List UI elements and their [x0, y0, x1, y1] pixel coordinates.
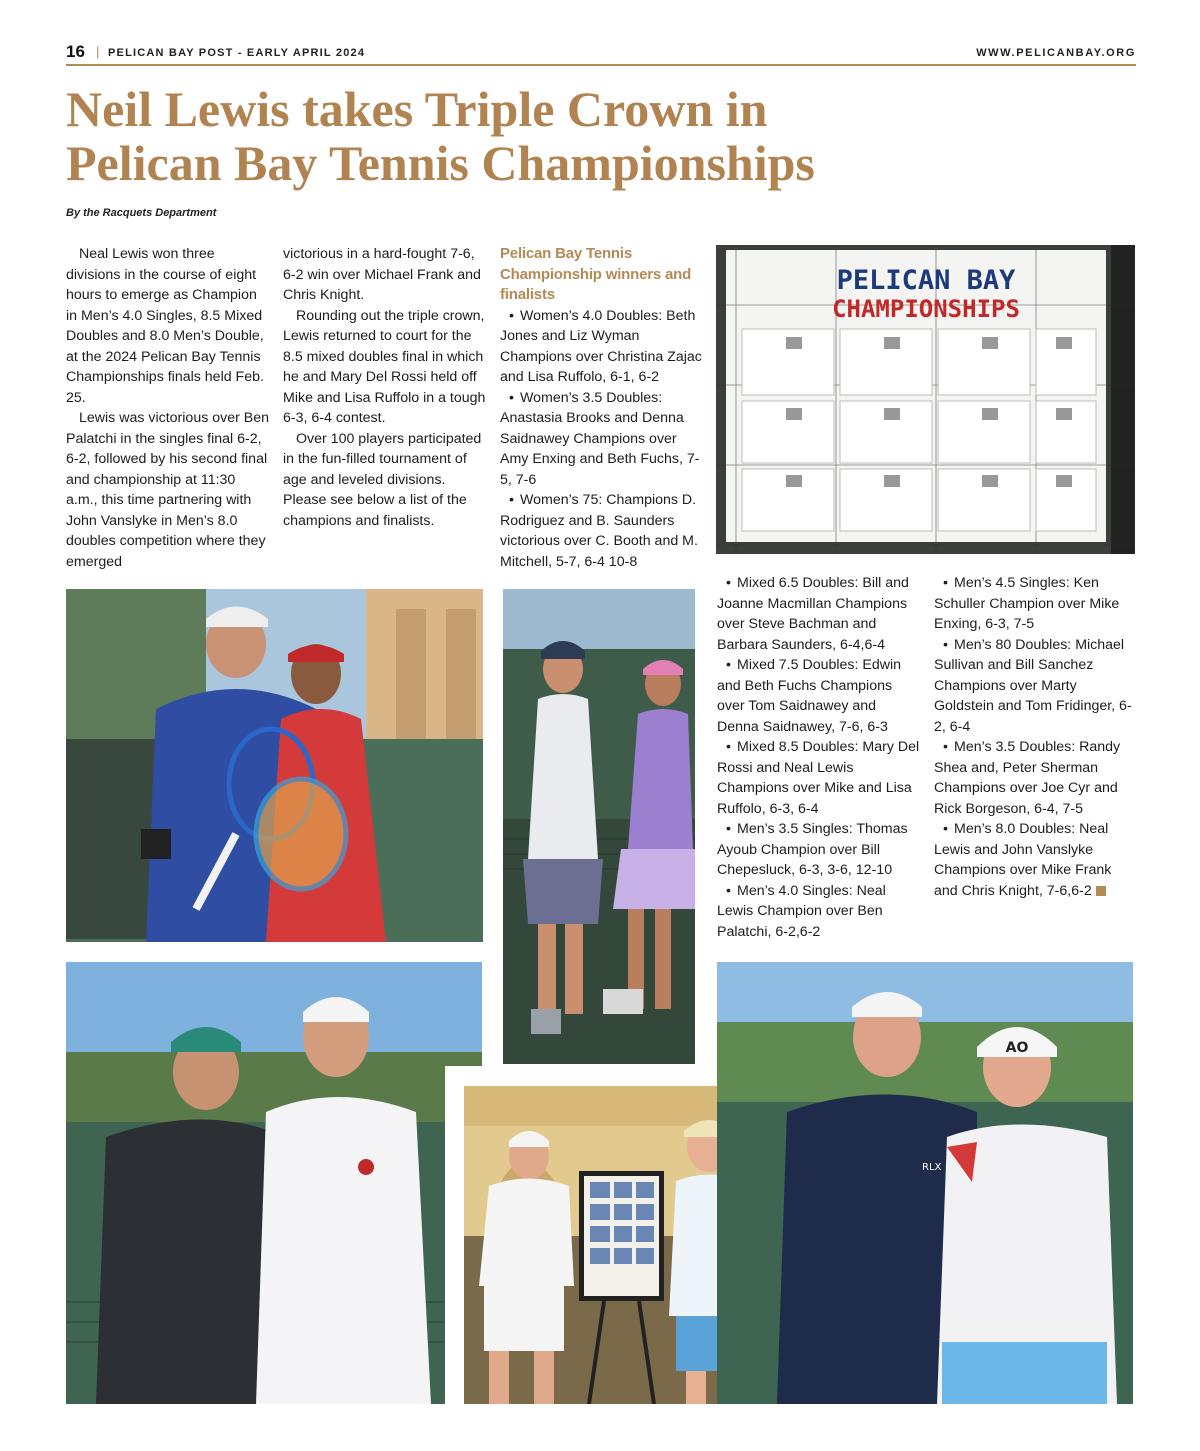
article-headline: [66, 82, 826, 190]
bullet-icon: •: [943, 575, 948, 591]
result-item: • Mixed 6.5 Doubles: Bill and Joanne Macmillan Champions over Steve Bachman and Barbara Saunders, 6-4,6-4: [717, 575, 909, 653]
photo-mens-4-0-singles: [717, 962, 1133, 1404]
bullet-icon: •: [943, 821, 948, 837]
result-item: • Men’s 4.0 Singles: Neal Lewis Champion over Ben Palatchi, 6-2,6-2: [717, 882, 886, 940]
paragraph: Neal Lewis won three divisions in the course of eight hours to emerge as Champion in Men’s 4.0 Singles, 8.5 Mixed Doubles and 8.0 Men’s Double, at the 2024 Pelican Bay Tennis Championships finals held Feb. 25.: [66, 246, 264, 406]
cap-logo: AO: [1005, 1040, 1029, 1056]
header-separator: |: [96, 44, 100, 59]
result-item: • Men’s 8.0 Doubles: Neal Lewis and John Vanslyke Champions over Mike Frank and Chris Knight, 7-6,6-2: [934, 821, 1112, 899]
bullet-icon: •: [726, 657, 731, 673]
board-title-line-2: CHAMPIONSHIPS: [832, 295, 1020, 323]
headline-line-2: Pelican Bay Tennis Championships: [66, 135, 815, 191]
result-item: • Mixed 8.5 Doubles: Mary Del Rossi and Neal Lewis Champions over Mike and Lisa Ruffolo, 6-3, 6-4: [717, 739, 920, 817]
results-column-1: [500, 244, 704, 572]
bullet-icon: •: [943, 636, 948, 653]
bullet-icon: •: [726, 739, 731, 755]
publication-name: PELICAN BAY POST - EARLY APRIL 2024: [108, 47, 366, 59]
result-item: • Men’s 80 Doubles: Michael Sullivan and Bill Sanchez Champions over Marty Goldstein and Tom Fridinger, 6-2, 6-4: [934, 636, 1132, 735]
bullet-icon: •: [726, 575, 731, 591]
photo-womens-doubles-champions: [503, 589, 695, 1064]
results-heading: Pelican Bay Tennis Championship winners and finalists: [500, 245, 692, 303]
photo-mens-doubles-champions: [66, 962, 482, 1404]
byline: By the Racquets Department: [66, 207, 217, 219]
results-column-2: [717, 573, 921, 942]
bullet-icon: •: [509, 492, 514, 508]
page-header: [66, 44, 1136, 66]
bullet-icon: •: [509, 389, 514, 406]
paragraph: victorious in a hard-fought 7-6, 6-2 win over Michael Frank and Chris Knight.: [283, 246, 481, 303]
result-item: • Women’s 75: Champions D. Rodriguez and B. Saunders victorious over C. Booth and M. Mitchell, 5-7, 6-4 10-8: [500, 492, 698, 570]
website-url[interactable]: WWW.PELICANBAY.ORG: [976, 47, 1136, 59]
result-item: • Women’s 3.5 Doubles: Anastasia Brooks and Denna Saidnawey Champions over Amy Enxing and Beth Fuchs, 7-5, 7-6: [500, 389, 700, 488]
result-item: • Men’s 3.5 Doubles: Randy Shea and, Peter Sherman Champions over Joe Cyr and Rick Borgeson, 6-4, 7-5: [934, 739, 1121, 817]
bullet-icon: •: [726, 882, 731, 899]
article-column-1: [66, 244, 270, 572]
board-title-line-1: PELICAN BAY: [836, 265, 1016, 296]
result-item: • Men’s 3.5 Singles: Thomas Ayoub Champion over Bill Chepesluck, 6-3, 3-6, 12-10: [717, 821, 908, 878]
bullet-icon: •: [726, 821, 731, 837]
page-number: 16: [66, 42, 85, 61]
headline-line-1: Neil Lewis takes Triple Crown in: [66, 81, 768, 137]
shirt-logo: RLX: [922, 1162, 942, 1173]
bullet-icon: •: [943, 739, 948, 755]
paragraph: Rounding out the triple crown, Lewis returned to court for the 8.5 mixed doubles final in which he and Mary Del Rossi held off Mike and Lisa Ruffolo in a tough 6-3, 6-4 contest.: [283, 307, 486, 426]
paragraph: Lewis was victorious over Ben Palatchi in the singles final 6-2, 6-2, followed by his second final and championship at 11:30 a.m., this time partnering with John Vanslyke in Men’s 8.0 doubles competition where they emerged: [66, 410, 270, 570]
result-item: • Men’s 4.5 Singles: Ken Schuller Champion over Mike Enxing, 6-3, 7-5: [934, 575, 1120, 632]
end-mark-icon: [1096, 886, 1106, 896]
photo-bracket-board: [716, 245, 1135, 554]
results-column-3: [934, 573, 1134, 901]
bullet-icon: •: [509, 307, 514, 324]
result-item: • Women’s 4.0 Doubles: Beth Jones and Liz Wyman Champions over Christina Zajac and Lisa Ruffolo, 6-1, 6-2: [500, 307, 702, 385]
photo-mixed-doubles-champions: [66, 589, 483, 942]
paragraph: Over 100 players participated in the fun-filled tournament of age and leveled divisions. Please see below a list of the champions and finalists.: [283, 430, 482, 529]
result-item: • Mixed 7.5 Doubles: Edwin and Beth Fuchs Champions over Tom Saidnawey and Denna Saidnawey, 7-6, 6-3: [717, 657, 902, 735]
article-column-2: [283, 244, 486, 531]
photo-mens-80-doubles: [464, 1086, 760, 1404]
